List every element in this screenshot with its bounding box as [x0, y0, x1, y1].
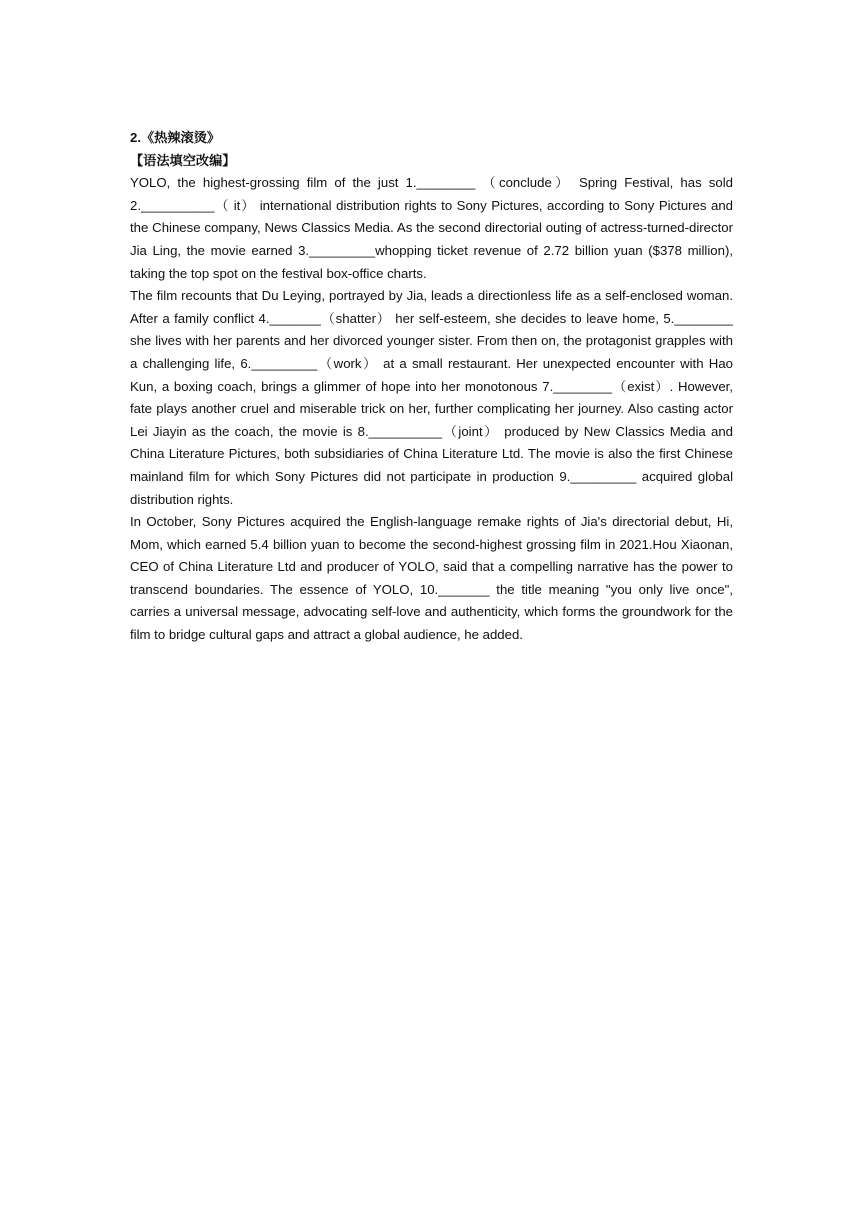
document-page: [130, 127, 733, 647]
document-title: 2.《热辣滚烫》: [130, 130, 221, 145]
paragraph-1: YOLO, the highest-grossing film of the just 1.________ （conclude） Spring Festival, has sold 2.__________（ it） international distribution rights to Sony Pictures, according to Sony Pictures and the Chinese company, News Classics Media. As the second directorial outing of actress-turned-director Jia Ling, the movie earned 3._________whopping ticket revenue of 2.72 billion yuan ($378 million), taking the top spot on the festival box-office charts.: [130, 175, 733, 281]
paragraph-2: The film recounts that Du Leying, portrayed by Jia, leads a directionless life as a self-enclosed woman. After a family conflict 4._______（shatter） her self-esteem, she decides to leave home, 5.________ she lives with her parents and her divorced younger sister. From then on, the protagonist grapples with a challenging life, 6._________（work） at a small restaurant. Her unexpected encounter with Hao Kun, a boxing coach, brings a glimmer of hope into her monotonous 7.________（exist）. However, fate plays another cruel and miserable trick on her, further complicating her journey. Also casting actor Lei Jiayin as the coach, the movie is 8.__________（joint） produced by New Classics Media and China Literature Pictures, both subsidiaries of China Literature Ltd. The movie is also the first Chinese mainland film for which Sony Pictures did not participate in production 9._________ acquired global distribution rights.: [130, 288, 733, 507]
paragraph-3: In October, Sony Pictures acquired the English-language remake rights of Jia's directorial debut, Hi, Mom, which earned 5.4 billion yuan to become the second-highest grossing film in 2021.Hou Xiaonan, CEO of China Literature Ltd and producer of YOLO, said that a compelling narrative has the power to transcend boundaries. The essence of YOLO, 10._______ the title meaning "you only live once", carries a universal message, advocating self-love and authenticity, which forms the groundwork for the film to bridge cultural gaps and attract a global audience, he added.: [130, 514, 733, 643]
document-subtitle: 【语法填空改编】: [130, 152, 236, 168]
